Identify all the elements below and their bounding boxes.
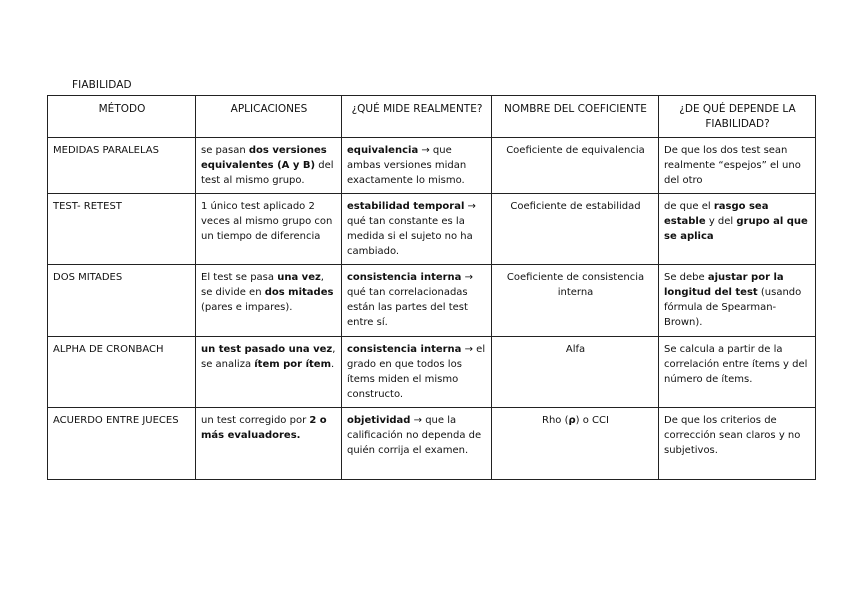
header-coefficient: NOMBRE DEL COEFICIENTE <box>492 96 659 138</box>
table-row <box>48 265 816 337</box>
table-row <box>48 194 816 265</box>
reliability-table <box>47 95 816 480</box>
cell-measures: objetividad → que la calificación no dependa de quién corrija el examen. <box>342 408 492 480</box>
cell-depends: De que los criterios de corrección sean claros y no subjetivos. <box>659 408 816 480</box>
cell-coefficient: Coeficiente de estabilidad <box>492 194 659 265</box>
header-method: MÉTODO <box>48 96 196 138</box>
cell-depends: De que los dos test sean realmente “espejos” el uno del otro <box>659 138 816 194</box>
cell-method: TEST- RETEST <box>48 194 196 265</box>
cell-applications: un test corregido por 2 o más evaluadores. <box>196 408 342 480</box>
cell-measures: consistencia interna → el grado en que todos los ítems miden el mismo constructo. <box>342 337 492 408</box>
document-title: FIABILIDAD <box>72 79 132 91</box>
cell-method: ALPHA DE CRONBACH <box>48 337 196 408</box>
table-row <box>48 138 816 194</box>
table-row <box>48 408 816 480</box>
cell-coefficient: Rho (ρ) o CCI <box>492 408 659 480</box>
header-applications: APLICACIONES <box>196 96 342 138</box>
cell-coefficient: Coeficiente de equivalencia <box>492 138 659 194</box>
cell-applications: se pasan dos versiones equivalentes (A y B) del test al mismo grupo. <box>196 138 342 194</box>
cell-measures: consistencia interna → qué tan correlacionadas están las partes del test entre sí. <box>342 265 492 337</box>
cell-measures: estabilidad temporal → qué tan constante es la medida si el sujeto no ha cambiado. <box>342 194 492 265</box>
header-depends: ¿DE QUÉ DEPENDE LA FIABILIDAD? <box>659 96 816 138</box>
cell-method: ACUERDO ENTRE JUECES <box>48 408 196 480</box>
cell-coefficient: Alfa <box>492 337 659 408</box>
cell-depends: Se debe ajustar por la longitud del test (usando fórmula de Spearman-Brown). <box>659 265 816 337</box>
cell-depends: de que el rasgo sea estable y del grupo al que se aplica <box>659 194 816 265</box>
header-measures: ¿QUÉ MIDE REALMENTE? <box>342 96 492 138</box>
cell-measures: equivalencia → que ambas versiones midan exactamente lo mismo. <box>342 138 492 194</box>
table-row <box>48 337 816 408</box>
cell-applications: 1 único test aplicado 2 veces al mismo grupo con un tiempo de diferencia <box>196 194 342 265</box>
table-header-row <box>48 96 816 138</box>
cell-method: DOS MITADES <box>48 265 196 337</box>
cell-coefficient: Coeficiente de consistencia interna <box>492 265 659 337</box>
cell-depends: Se calcula a partir de la correlación entre ítems y del número de ítems. <box>659 337 816 408</box>
cell-applications: El test se pasa una vez, se divide en dos mitades (pares e impares). <box>196 265 342 337</box>
cell-method: MEDIDAS PARALELAS <box>48 138 196 194</box>
cell-applications: un test pasado una vez, se analiza ítem por ítem. <box>196 337 342 408</box>
